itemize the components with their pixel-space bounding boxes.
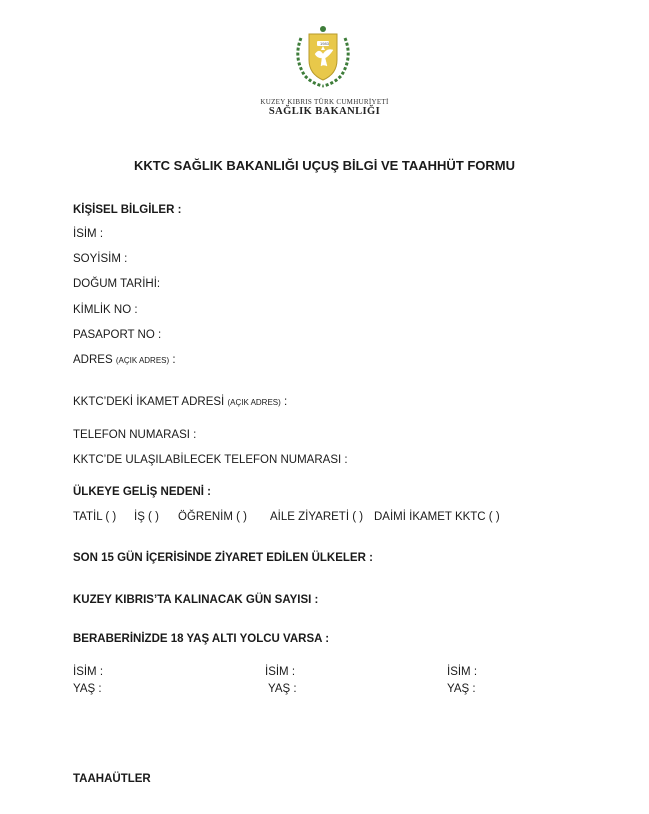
trnc-phone-field-label: KKTC’DE ULAŞILABİLECEK TELEFON NUMARASI : bbox=[73, 454, 348, 466]
document-title: KKTC SAĞLIK BAKANLIĞI UÇUŞ BİLGİ VE TAAHHÜT FORMU bbox=[133, 158, 516, 173]
visit-reason-heading: ÜLKEYE GELİŞ NEDENİ : bbox=[73, 486, 212, 498]
id-number-field-label: KİMLİK NO : bbox=[73, 304, 138, 316]
trnc-address-field-label bbox=[73, 396, 287, 408]
commitments-heading: TAAHAÜTLER bbox=[73, 773, 151, 785]
visit-option-work[interactable]: İŞ ( ) bbox=[134, 511, 159, 523]
minor-1-name-label: İSİM : bbox=[73, 666, 104, 678]
visit-option-family-visit[interactable]: AİLE ZİYARETİ ( ) bbox=[270, 511, 364, 523]
trnc-emblem-dove-icon bbox=[287, 20, 359, 92]
visit-option-education[interactable]: ÖĞRENİM ( ) bbox=[178, 511, 247, 523]
passport-number-field-label: PASAPORT NO : bbox=[73, 329, 162, 341]
surname-field-label: SOYİSİM : bbox=[73, 253, 128, 265]
trnc-address-label-text: KKTC’DEKİ İKAMET ADRESİ bbox=[73, 396, 225, 408]
visited-countries-heading: SON 15 GÜN İÇERİSİNDE ZİYARET EDİLEN ÜLKELER : bbox=[73, 552, 373, 564]
trnc-address-note: (AÇIK ADRES) bbox=[227, 398, 281, 407]
ministry-subtitle: KUZEY KIBRIS TÜRK CUMHURİYETİ bbox=[260, 98, 389, 106]
birthdate-field-label: DOĞUM TARİHİ: bbox=[73, 278, 161, 290]
minor-2-name-label: İSİM : bbox=[265, 666, 296, 678]
phone-field-label: TELEFON NUMARASI : bbox=[73, 429, 197, 441]
name-field-label: İSİM : bbox=[73, 228, 104, 240]
address-field-label bbox=[73, 354, 176, 366]
visit-option-vacation[interactable]: TATİL ( ) bbox=[73, 511, 117, 523]
visit-option-permanent-residence[interactable]: DAİMİ İKAMET KKTC ( ) bbox=[374, 511, 500, 523]
minor-1-age-label: YAŞ : bbox=[73, 683, 102, 695]
address-label-text: ADRES bbox=[73, 354, 113, 366]
minors-heading: BERABERİNİZDE 18 YAŞ ALTI YOLCU VARSA : bbox=[73, 633, 330, 645]
personal-info-heading: KİŞİSEL BİLGİLER : bbox=[73, 204, 182, 216]
trnc-address-colon: : bbox=[284, 396, 288, 408]
address-note: (AÇIK ADRES) bbox=[115, 356, 170, 365]
address-colon: : bbox=[172, 354, 176, 366]
emblem-year: 1983 bbox=[320, 41, 329, 46]
minor-2-age-label: YAŞ : bbox=[268, 683, 297, 695]
minor-3-name-label: İSİM : bbox=[447, 666, 478, 678]
minor-3-age-label: YAŞ : bbox=[447, 683, 476, 695]
ministry-name: SAĞLIK BAKANLIĞI bbox=[268, 106, 381, 117]
stay-days-heading: KUZEY KIBRIS’TA KALINACAK GÜN SAYISI : bbox=[73, 594, 319, 606]
